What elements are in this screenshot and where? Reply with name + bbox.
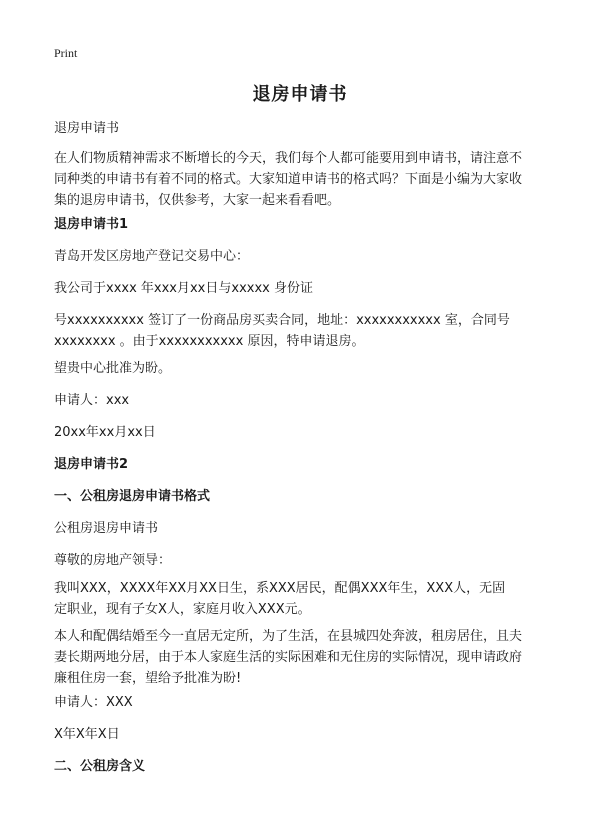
section1-heading: 退房申请书1 [54,217,129,232]
section1-contract-paragraph [54,310,554,352]
intro-subtitle: 退房申请书 [54,121,120,136]
section2-paragraph [54,626,554,689]
section2-line: 廉租住房一套，望给予批准为盼! [54,671,242,686]
intro-paragraph [54,148,554,211]
section2-applicant: 申请人：XXX [54,695,133,710]
section2-paragraph [54,578,554,620]
section1-line: 我公司于xxxx 年xxx月xx日与xxxxx 身份证 [54,281,313,296]
section2-subheading: 二、公租房含义 [54,759,146,774]
section1-line: xxxxxxxx 。由于xxxxxxxxxxx 原因，特申请退房。 [54,334,365,349]
section1-addressee: 青岛开发区房地产登记交易中心： [54,249,250,264]
section1-applicant: 申请人：xxx [54,393,130,408]
intro-line: 同种类的申请书有着不同的格式。大家知道申请书的格式吗？下面是小编为大家收 [54,172,523,187]
page-title: 退房申请书 [252,84,348,105]
print-link[interactable]: Print [54,46,78,60]
section2-doc-title: 公租房退房申请书 [54,521,159,536]
section2-addressee: 尊敬的房地产领导： [54,553,172,568]
section1-date: 20xx年xx月xx日 [54,425,156,440]
section2-line: 定职业，现有子女X人，家庭月收入XXX元。 [54,602,311,617]
section2-subheading: 一、公租房退房申请书格式 [54,489,211,504]
section2-date: X年X年X日 [54,727,120,742]
intro-line: 在人们物质精神需求不断增长的今天，我们每个人都可能要用到申请书，请注意不 [54,151,523,166]
section2-heading: 退房申请书2 [54,457,129,472]
section1-request: 望贵中心批准为盼。 [54,361,172,376]
intro-line: 集的退房申请书，仅供参考，大家一起来看看吧。 [54,193,341,208]
section2-line: 妻长期两地分居，由于本人家庭生活的实际困难和无住房的实际情况，现申请政府 [54,650,523,665]
section2-line: 我叫XXX，XXXX年XX月XX日生，系XXX居民，配偶XXX年生，XXX人，无固 [54,581,506,596]
section2-line: 本人和配偶结婚至今一直居无定所，为了生活，在县城四处奔波，租房居住，且夫 [54,629,523,644]
section1-line: 号xxxxxxxxxx 签订了一份商品房买卖合同，地址：xxxxxxxxxxx 室，合同号 [54,313,510,328]
